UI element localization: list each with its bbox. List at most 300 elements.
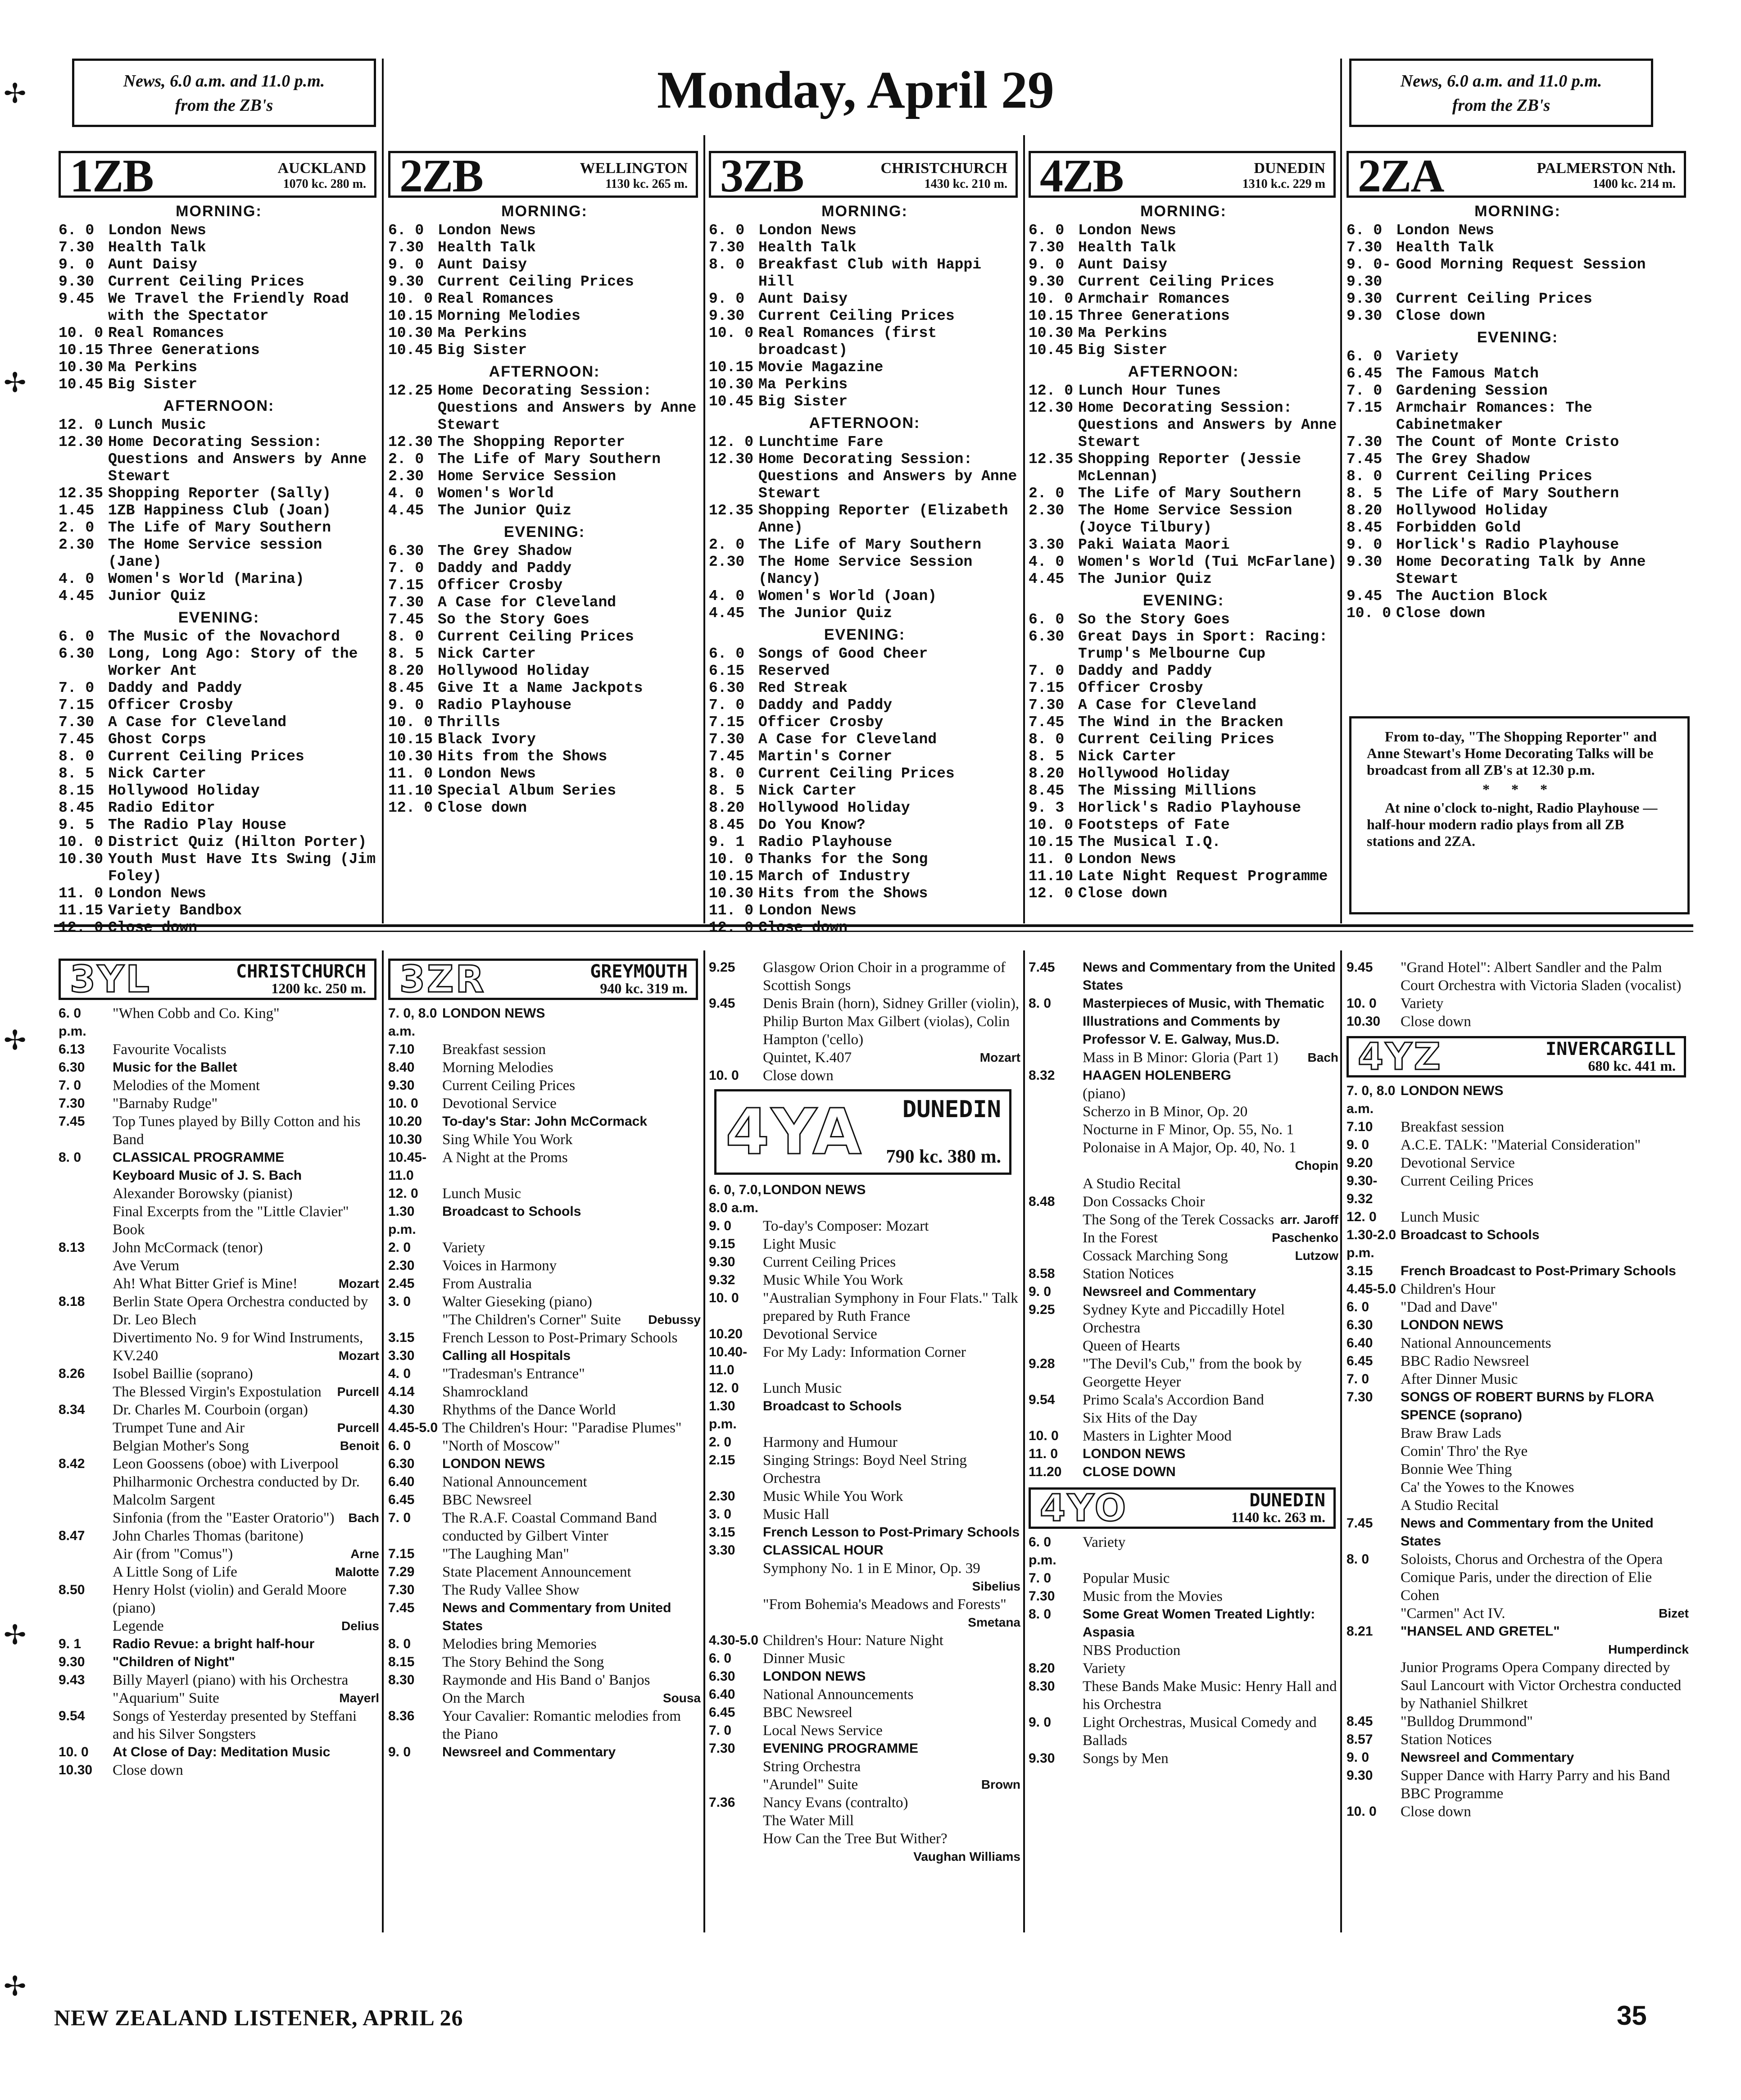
- schedule-row: [709, 800, 1020, 817]
- schedule-row: [1347, 1641, 1689, 1659]
- time-label: 7.30: [1029, 1589, 1055, 1604]
- program-text: Variety: [1083, 1534, 1126, 1550]
- program-text: LONDON NEWS: [763, 1669, 866, 1684]
- program-text: Trumpet Tune and Air: [113, 1420, 245, 1436]
- section-heading: EVENING:: [824, 626, 906, 643]
- time-label: 2.30: [59, 536, 95, 553]
- schedule-row: [59, 697, 379, 714]
- time-label: 8. 5: [709, 782, 745, 799]
- time-label: 9.30: [1347, 1768, 1373, 1783]
- program-title: [763, 1289, 1020, 1325]
- time-label: [1347, 1496, 1401, 1514]
- program-title: [442, 1743, 701, 1761]
- program-text: Keyboard Music of J. S. Bach: [113, 1168, 302, 1183]
- program-text: "Carmen" Act IV.: [1401, 1605, 1505, 1622]
- schedule-row: [388, 1563, 701, 1581]
- schedule-row: [59, 502, 379, 519]
- program-title: [1401, 1334, 1689, 1352]
- program-title: The Musical I.Q.: [1078, 834, 1221, 850]
- schedule-row: [1029, 782, 1338, 800]
- time-label: 10. 0: [1347, 996, 1377, 1011]
- schedule-row: [709, 1668, 1020, 1686]
- program-title: [113, 1455, 379, 1509]
- schedule-row: [388, 645, 701, 663]
- schedule-row: [388, 1401, 701, 1419]
- schedule-row: [709, 1686, 1020, 1704]
- time-label: 6. 0: [1029, 222, 1065, 239]
- schedule-row: [1029, 1211, 1338, 1229]
- schedule-row: [709, 1812, 1020, 1830]
- schedule-row: [59, 588, 379, 605]
- program-text: A.C.E. TALK: "Material Consideration": [1401, 1137, 1641, 1153]
- time-label: 4.45-5.0: [1347, 1282, 1396, 1296]
- schedule-row: [388, 680, 701, 697]
- schedule-row: [59, 919, 379, 936]
- time-label: 10.45-11.0: [388, 1150, 427, 1183]
- schedule-row: [59, 1383, 379, 1401]
- schedule-row: [1347, 554, 1689, 588]
- schedule-row: [1347, 365, 1689, 382]
- time-label: 7.30: [1347, 434, 1383, 450]
- program-title: [442, 1401, 701, 1419]
- time-label: 8. 0: [1347, 468, 1383, 485]
- program-title: [442, 1293, 701, 1311]
- program-text: French Broadcast to Post-Primary Schools: [1401, 1264, 1676, 1278]
- program-title: The Home Service Session (Nancy): [758, 554, 973, 587]
- program-title: [113, 1293, 379, 1329]
- program-title: [763, 1049, 1020, 1067]
- schedule-row: [388, 468, 701, 485]
- composer-name: Malotte: [335, 1565, 379, 1579]
- schedule-row: [59, 222, 379, 239]
- program-title: Big Sister: [438, 342, 527, 359]
- schedule-row: [59, 1077, 379, 1095]
- program-title: Hollywood Holiday: [108, 782, 260, 799]
- program-title: [1401, 1298, 1689, 1316]
- program-title: [1083, 1337, 1338, 1355]
- time-label: 4.45: [709, 605, 745, 622]
- program-title: [1083, 1750, 1338, 1768]
- schedule-row: [1347, 239, 1689, 256]
- program-text: National Announcements: [763, 1686, 914, 1703]
- program-title: Real Romances: [438, 291, 554, 307]
- schedule-row: [1029, 485, 1338, 502]
- program-text: The Water Mill: [763, 1813, 854, 1829]
- time-label: 8. 5: [59, 765, 95, 782]
- program-text: To-day's Star: John McCormack: [442, 1114, 648, 1129]
- time-label: [709, 1595, 763, 1632]
- station-frequency: 1430 kc. 210 m.: [924, 177, 1007, 191]
- schedule-row: [388, 256, 701, 273]
- program-title: [1401, 1370, 1689, 1388]
- program-title: The Junior Quiz: [758, 605, 893, 622]
- schedule-row: [1029, 1409, 1338, 1427]
- time-label: 9. 3: [1029, 800, 1065, 816]
- schedule-row: [388, 1473, 701, 1491]
- schedule-row: [1029, 765, 1338, 782]
- program-text: The Rudy Vallee Show: [442, 1582, 580, 1598]
- program-title: A Case for Cleveland: [438, 594, 617, 611]
- schedule-row: [1029, 342, 1338, 359]
- schedule-row: [388, 748, 701, 765]
- time-label: 9. 0: [388, 1745, 411, 1759]
- schedule-row: [709, 451, 1020, 502]
- program-title: [1083, 1175, 1338, 1193]
- schedule-row: [59, 417, 379, 434]
- page-number: 35: [1617, 2000, 1647, 2031]
- program-text: Queen of Hearts: [1083, 1338, 1180, 1354]
- time-label: 3.15: [709, 1525, 735, 1540]
- program-text: "Australian Symphony in Four Flats." Talk prepared by Ruth France: [763, 1290, 1018, 1324]
- program-title: [763, 1433, 1020, 1451]
- schedule-row: [1029, 628, 1338, 663]
- time-label: 7.30: [388, 1582, 415, 1597]
- program-text: Walter Gieseking (piano): [442, 1294, 592, 1310]
- program-text: A Night at the Proms: [442, 1150, 568, 1166]
- time-label: 2.15: [709, 1453, 735, 1468]
- schedule-row: [1029, 959, 1338, 995]
- program-title: Aunt Daisy: [758, 291, 848, 307]
- program-title: Aunt Daisy: [108, 256, 198, 273]
- schedule-row: [388, 1545, 701, 1563]
- program-text: BBC Programme: [1401, 1786, 1504, 1802]
- program-title: Health Talk: [438, 239, 536, 256]
- time-label: [1029, 1049, 1083, 1067]
- program-text: On the March: [442, 1690, 525, 1706]
- time-label: 6.30: [59, 1060, 85, 1075]
- program-title: Late Night Request Programme: [1078, 868, 1328, 885]
- program-title: [1083, 1211, 1338, 1229]
- schedule-row: [59, 1653, 379, 1671]
- program-title: March of Industry: [758, 868, 910, 885]
- schedule-row: [59, 1689, 379, 1707]
- schedule-row: [709, 1505, 1020, 1523]
- program-title: [1083, 1641, 1338, 1659]
- schedule-row: [709, 1217, 1020, 1235]
- binding-mark-icon: ✢: [4, 1619, 27, 1651]
- program-title: Thanks for the Song: [758, 851, 928, 868]
- time-label: 10. 0: [709, 325, 754, 341]
- schedule-row: [388, 800, 701, 817]
- program-title: [442, 1149, 701, 1185]
- time-label: 9.30: [59, 1655, 85, 1669]
- schedule-row: [709, 1722, 1020, 1740]
- section-heading: MORNING:: [1474, 203, 1561, 220]
- program-text: Ave Verum: [113, 1258, 180, 1274]
- program-title: [1083, 1587, 1338, 1605]
- station-4ya: [709, 959, 1020, 1929]
- time-label: 3.15: [1347, 1264, 1373, 1278]
- program-text: Glasgow Orion Choir in a programme of Scottish Songs: [763, 959, 1006, 994]
- program-title: [763, 1686, 1020, 1704]
- program-text: News and Commentary from the United States: [1401, 1516, 1654, 1549]
- time-label: 7. 0: [1347, 1372, 1369, 1386]
- schedule-row: [1347, 256, 1689, 291]
- schedule-row: [709, 1487, 1020, 1505]
- time-label: 9.30: [388, 1078, 415, 1093]
- time-label: 6. 0: [1029, 611, 1065, 628]
- schedule-row: [1347, 605, 1689, 622]
- schedule-row: [709, 765, 1020, 782]
- program-title: Current Ceiling Prices: [758, 765, 955, 782]
- program-title: Black Ivory: [438, 731, 536, 748]
- schedule-row: [388, 782, 701, 800]
- composer-name: Debussy: [648, 1313, 701, 1327]
- program-text: How Can the Tree But Wither?: [763, 1831, 948, 1847]
- time-label: 8.45: [1347, 519, 1383, 536]
- schedule-row: [1347, 1388, 1689, 1424]
- time-label: 11.20: [1029, 1464, 1062, 1479]
- program-text: Comin' Thro' the Rye: [1401, 1443, 1528, 1459]
- schedule-row: [388, 1437, 701, 1455]
- binding-mark-icon: ✢: [4, 78, 27, 109]
- program-title: London News: [108, 222, 206, 239]
- program-title: [763, 1704, 1020, 1722]
- program-text: The Children's Hour: "Paradise Plumes": [442, 1420, 682, 1436]
- program-text: Devotional Service: [1401, 1155, 1515, 1171]
- time-label: 10. 0: [709, 1068, 739, 1083]
- time-label: 7. 0: [1347, 382, 1383, 399]
- time-label: 10.20: [709, 1327, 743, 1341]
- schedule-row: [709, 393, 1020, 410]
- schedule-row: [1029, 382, 1338, 400]
- program-title: Home Decorating Session: Questions and Answers by Anne Stewart: [438, 382, 697, 433]
- station-call: 2ZB: [399, 150, 483, 202]
- time-label: 12.30: [1029, 400, 1074, 416]
- time-label: 8.58: [1029, 1266, 1055, 1281]
- schedule-row: [388, 1581, 701, 1599]
- program-text: Rhythms of the Dance World: [442, 1402, 616, 1418]
- binding-mark-icon: ✢: [4, 1971, 27, 2002]
- station-frequency: 1140 kc. 263 m.: [1231, 1509, 1325, 1525]
- composer-name: Lutzow: [1295, 1249, 1338, 1263]
- time-label: 8.45: [709, 817, 745, 833]
- program-title: [442, 1059, 701, 1077]
- schedule-row: [1347, 588, 1689, 605]
- footer-publication: NEW ZEALAND LISTENER, APRIL 26: [54, 2005, 463, 2030]
- schedule-row: [388, 1059, 701, 1077]
- time-label: 9.30: [59, 273, 95, 290]
- section-heading: MORNING:: [821, 203, 908, 220]
- station-4yo: [1029, 959, 1338, 1929]
- time-label: [1029, 1247, 1083, 1265]
- program-text: Isobel Baillie (soprano): [113, 1366, 253, 1382]
- schedule-row: [709, 731, 1020, 748]
- schedule-row: [1347, 1605, 1689, 1623]
- program-title: [442, 1491, 701, 1509]
- schedule-row: [59, 885, 379, 902]
- schedule-list: [388, 1005, 701, 1761]
- program-text: Newsreel and Commentary: [1401, 1750, 1574, 1765]
- schedule-row: [709, 1379, 1020, 1397]
- time-label: 3. 0: [388, 1294, 411, 1309]
- schedule-row: [709, 1830, 1020, 1866]
- program-title: The Famous Match: [1396, 365, 1539, 382]
- time-label: 6. 0: [1347, 1300, 1369, 1314]
- program-title: Nick Carter: [438, 645, 536, 662]
- schedule-list: [709, 1181, 1020, 1866]
- program-title: Real Romances (first broadcast): [758, 325, 937, 359]
- schedule-row: [1029, 817, 1338, 834]
- time-label: 7.45: [709, 748, 745, 765]
- program-title: [113, 1635, 379, 1653]
- station-3zr: [388, 959, 701, 1929]
- schedule-row: [1029, 1677, 1338, 1714]
- program-title: [1401, 1388, 1689, 1424]
- program-text: Don Cossacks Choir: [1083, 1194, 1205, 1210]
- station-city: CHRISTCHURCH: [236, 961, 366, 982]
- schedule-row: [1347, 291, 1689, 308]
- news-box-left: [72, 59, 376, 127]
- time-label: 10.30: [709, 376, 754, 393]
- time-label: 2. 0: [709, 1435, 732, 1450]
- station-city: DUNEDIN: [902, 1096, 1001, 1123]
- time-label: 7.15: [388, 1546, 415, 1561]
- composer-name: Mayerl: [339, 1691, 379, 1705]
- time-label: 6. 0: [1347, 348, 1383, 365]
- program-title: [1083, 1265, 1338, 1283]
- program-text: HAAGEN HOLENBERG: [1083, 1068, 1232, 1083]
- program-title: Health Talk: [758, 239, 857, 256]
- program-title: Close down: [438, 800, 527, 816]
- schedule-row: [388, 714, 701, 731]
- schedule-row: [1029, 1067, 1338, 1085]
- program-text: Close down: [763, 1068, 834, 1084]
- program-text: Children's Hour: Nature Night: [763, 1632, 943, 1649]
- time-label: 10.30: [59, 851, 104, 868]
- program-text: Scherzo in B Minor, Op. 20: [1083, 1104, 1248, 1120]
- program-text: LONDON NEWS: [1401, 1083, 1504, 1098]
- program-title: [1401, 1154, 1689, 1172]
- program-title: [1401, 1136, 1689, 1154]
- station-call: 3ZR: [399, 958, 486, 1001]
- program-title: The Radio Play House: [108, 817, 287, 833]
- time-label: [1029, 1139, 1083, 1175]
- time-label: 4.45: [59, 588, 95, 605]
- program-text: Top Tunes played by Billy Cotton and his Band: [113, 1114, 361, 1148]
- schedule-row: [1347, 400, 1689, 434]
- time-label: 8. 0: [1029, 1607, 1052, 1622]
- station-city: AUCKLAND: [277, 160, 366, 177]
- program-title: Hits from the Shows: [438, 748, 608, 765]
- program-title: [1401, 1767, 1689, 1785]
- station-4zb: [1029, 151, 1338, 922]
- time-label: 6.40: [388, 1474, 415, 1489]
- schedule-row: [59, 1005, 379, 1041]
- program-title: [442, 1365, 701, 1383]
- program-title: Current Ceiling Prices: [1396, 291, 1592, 307]
- time-label: 9.30: [1347, 291, 1383, 307]
- schedule-list: [59, 1005, 379, 1779]
- time-label: 6.45: [388, 1492, 415, 1507]
- program-title: [113, 1203, 379, 1239]
- schedule-row: [59, 731, 379, 748]
- schedule-row: [1029, 1139, 1338, 1175]
- time-label: [1029, 1229, 1083, 1247]
- schedule-row: [1029, 714, 1338, 731]
- schedule-row: [388, 594, 701, 611]
- program-text: String Orchestra: [763, 1759, 861, 1775]
- program-title: The Missing Millions: [1078, 782, 1257, 799]
- composer-name: Bach: [1307, 1050, 1338, 1064]
- schedule-row: [59, 1455, 379, 1509]
- program-text: National Announcement: [442, 1474, 587, 1490]
- station-head: [388, 150, 698, 202]
- schedule-row: [1347, 1731, 1689, 1749]
- schedule-row: [59, 1437, 379, 1455]
- program-text: Cossack Marching Song: [1083, 1248, 1228, 1264]
- time-label: 10.40-11.0: [709, 1345, 748, 1377]
- program-text: Melodies bring Memories: [442, 1636, 597, 1652]
- schedule-row: [1029, 308, 1338, 325]
- program-title: Armchair Romances: [1078, 291, 1230, 307]
- program-text: Breakfast session: [442, 1041, 546, 1058]
- column-divider: [1340, 59, 1342, 923]
- program-title: Variety Bandbox: [108, 902, 242, 919]
- program-text: Lunch Music: [442, 1186, 521, 1202]
- time-label: 9. 0: [1347, 536, 1383, 553]
- program-text: SONGS OF ROBERT BURNS by FLORA SPENCE (soprano): [1401, 1390, 1654, 1423]
- schedule-row: [388, 1743, 701, 1761]
- time-label: 12. 0: [59, 417, 104, 433]
- time-label: 6.45: [1347, 1354, 1373, 1368]
- time-label: 6. 0: [388, 222, 424, 239]
- time-label: 6.30: [1347, 1318, 1373, 1332]
- schedule-row: [388, 1275, 701, 1293]
- time-label: 8.42: [59, 1456, 85, 1471]
- station-call: 2ZA: [1358, 150, 1444, 202]
- program-title: Lunch Music: [108, 417, 206, 433]
- schedule-row: [59, 519, 379, 536]
- time-label: [59, 1509, 113, 1527]
- schedule-row: [59, 1563, 379, 1581]
- time-label: 9. 5: [59, 817, 95, 833]
- program-title: [1083, 1121, 1338, 1139]
- schedule-row: [709, 1740, 1020, 1758]
- schedule-row: [709, 1433, 1020, 1451]
- program-text: Favourite Vocalists: [113, 1041, 227, 1058]
- program-title: Ma Perkins: [1078, 325, 1168, 341]
- composer-name: Humperdinck: [1608, 1642, 1689, 1656]
- time-label: 10.15: [1029, 834, 1074, 850]
- program-text: Singing Strings: Boyd Neel String Orchestra: [763, 1452, 967, 1486]
- time-label: 8. 0: [1029, 996, 1052, 1011]
- program-title: Ma Perkins: [758, 376, 848, 393]
- time-label: 7. 0: [709, 1723, 732, 1738]
- time-label: 9. 0: [709, 1218, 732, 1233]
- program-title: So the Story Goes: [1078, 611, 1230, 628]
- time-label: 10.45: [59, 376, 104, 393]
- section-heading: AFTERNOON:: [489, 363, 600, 380]
- program-title: Red Streak: [758, 680, 848, 696]
- program-title: Movie Magazine: [758, 359, 884, 376]
- time-label: 11.15: [59, 902, 104, 919]
- schedule-row: [1347, 1136, 1689, 1154]
- program-title: [113, 1041, 379, 1059]
- time-label: 9. 0: [1029, 1715, 1052, 1730]
- schedule-row: [388, 1419, 701, 1437]
- program-title: [1401, 1731, 1689, 1749]
- time-label: 1.30-2.0 p.m.: [1347, 1227, 1396, 1260]
- schedule-row: [59, 680, 379, 697]
- program-title: [1083, 1463, 1338, 1481]
- schedule-row: [1029, 325, 1338, 342]
- station-frequency: 1200 kc. 250 m.: [271, 980, 366, 996]
- schedule-row: [709, 851, 1020, 868]
- program-title: [442, 1437, 701, 1455]
- schedule-row: [59, 1095, 379, 1113]
- program-text: National Announcements: [1401, 1335, 1551, 1351]
